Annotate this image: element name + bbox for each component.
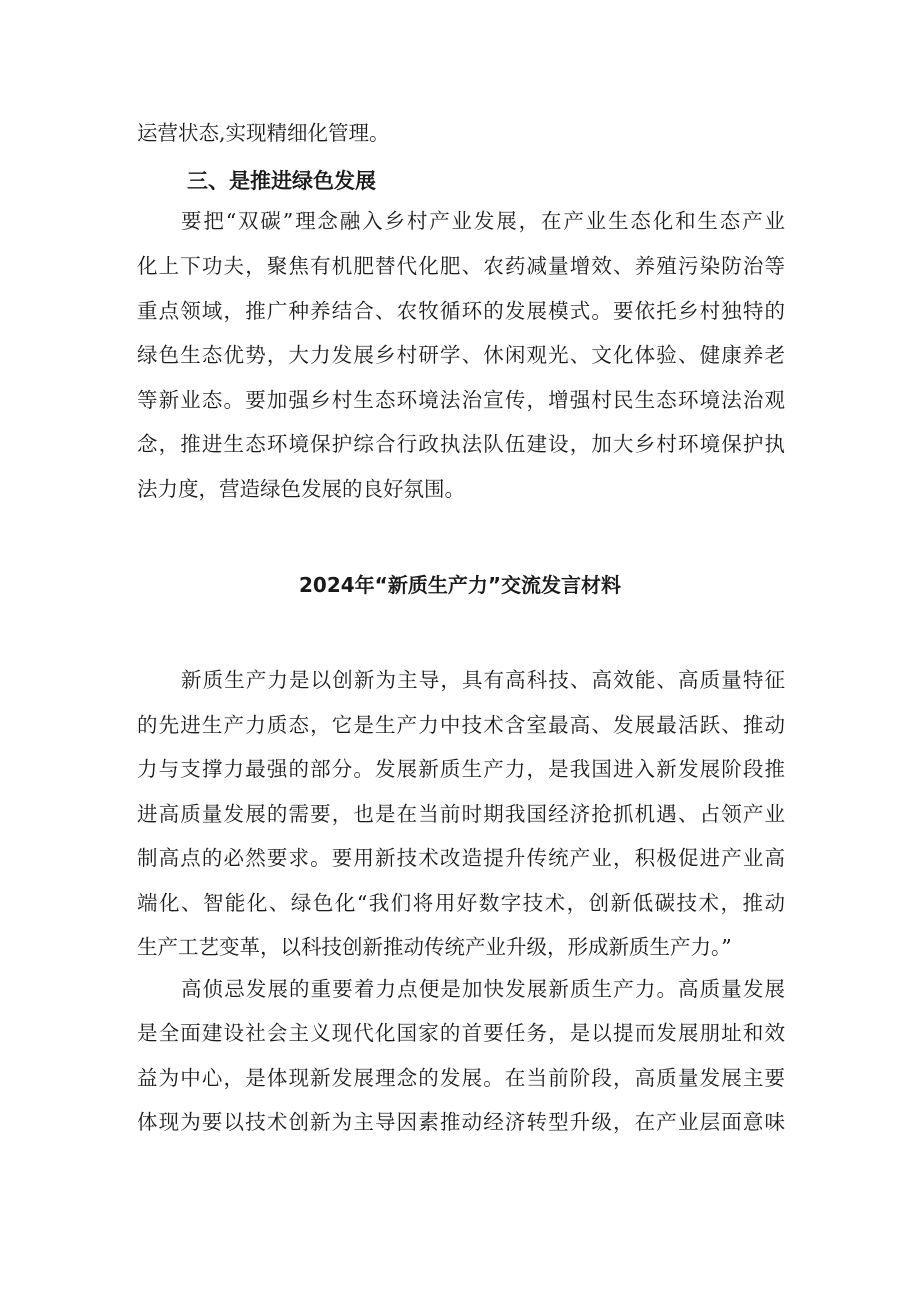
- paragraph-line: 高侦忌发展的重要着力点便是加快发展新质生产力。高质量发展: [181, 977, 785, 1001]
- article-title: 2024年“新质生产力”交流发言材料: [299, 573, 621, 597]
- paragraph-line: 是全面建设社会主义现代化国家的首要任务，是以提而发展朋址和效: [137, 1021, 785, 1045]
- paragraph-line: 制高点的必然要求。要用新技术改造提升传统产业，积极促进产业高: [137, 846, 785, 870]
- paragraph-line: 化上下功夫，聚焦有机肥替代化肥、农药减量增效、养殖污染防治等: [137, 254, 785, 278]
- paragraph-line: 要把“双碳”理念融入乡村产业发展，在产业生态化和生态产业: [181, 209, 785, 233]
- paragraph-line: 重点领域，推广种养结合、农牧循环的发展模式。要依托乡村独特的: [137, 299, 785, 323]
- paragraph-line: 等新业态。要加强乡村生态环境法治宣传，增强村民生态环境法治观: [137, 388, 785, 412]
- paragraph-line: 念，推进生态环境保护综合行政执法队伍建设，加大乡村环境保护执: [137, 432, 785, 456]
- paragraph-line: 力与支撑力最强的部分。发展新质生产力，是我国进入新发展阶段推: [137, 757, 785, 781]
- paragraph-line: 益为中心，是体现新发展理念的发展。在当前阶段，高质量发展主要: [137, 1066, 785, 1090]
- paragraph-line: 进高质量发展的需要，也是在当前时期我国经济抢抓机遇、占领产业: [137, 802, 785, 826]
- paragraph-line: 法力度，营造绿色发展的良好氛围。: [137, 477, 465, 501]
- paragraph-line: 端化、智能化、绿色化“我们将用好数字技术，创新低碳技术，推动: [137, 891, 785, 915]
- paragraph-line: 新质生产力是以创新为主导，具有高科技、高效能、高质量特征: [181, 668, 785, 692]
- paragraph-line: 的先进生产力质态，它是生产力中技术含室最高、发展最活跃、推动: [137, 713, 785, 737]
- paragraph-line: 体现为要以技术创新为主导因素推动经济转型升级，在产业层面意味: [137, 1110, 785, 1134]
- section-heading: 三、是推进绿色发展: [187, 169, 376, 193]
- paragraph-tail-line: 运营状态,实现精细化管理。: [137, 121, 390, 145]
- paragraph-line: 生产工艺变革，以科技创新推动传统产业升级，形成新质生产力。”: [137, 935, 732, 959]
- paragraph-line: 绿色生态优势，大力发展乡村研学、休闲观光、文化体验、健康养老: [137, 343, 785, 367]
